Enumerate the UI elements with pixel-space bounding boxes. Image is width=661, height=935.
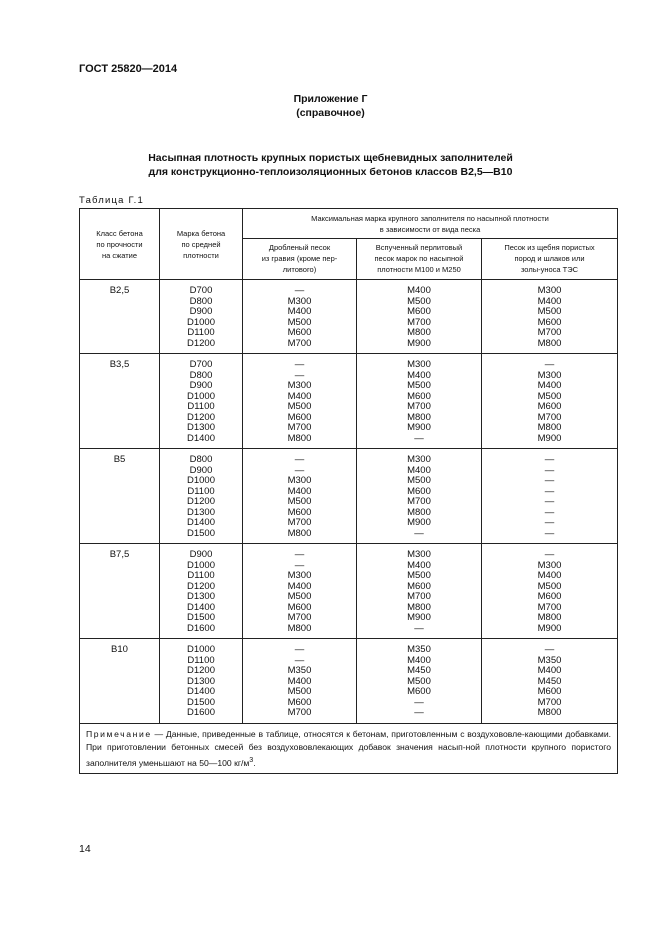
porous-sand-value: М800 — [537, 707, 562, 718]
perlite-sand-value: М400 — [407, 559, 431, 571]
porous-sand-value: — — [544, 359, 555, 370]
appendix-title: Приложение Г — [293, 93, 368, 105]
porous-sand-cell — [482, 280, 618, 354]
header-grade-line: плотности — [183, 250, 219, 260]
perlite-sand-value: М500 — [407, 295, 431, 307]
porous-sand-value: М500 — [537, 306, 562, 317]
perlite-sand-cell — [357, 449, 482, 544]
concrete-class-cell: В5 — [80, 449, 160, 544]
porous-sand-value: М400 — [537, 665, 562, 676]
grade-value: D1600 — [187, 622, 215, 634]
grade-value: D1100 — [187, 327, 215, 338]
porous-sand-value: — — [544, 464, 555, 476]
grade-value: D1100 — [187, 485, 215, 497]
table-note — [80, 723, 618, 774]
perlite-sand-value: М800 — [407, 327, 431, 338]
perlite-sand-value: М400 — [407, 464, 431, 476]
grade-value: D1300 — [187, 506, 215, 518]
note-text: — Данные, приведенные в таблице, относятся к бетонам, приготовленным с воздухововле-кающими добавками. При приготовлении бетонных смесей без воздухововлекающих добавок значения насып-ной плотности крупного пористого заполнителя уменьшают на 50—100 кг/м — [86, 728, 612, 768]
porous-sand-value: М800 — [537, 612, 562, 623]
document-code: ГОСТ 25820—2014 — [79, 63, 178, 75]
grade-value: D1100 — [187, 570, 215, 581]
perlite-sand-value: — — [414, 707, 424, 718]
porous-sand-value: М300 — [537, 559, 562, 571]
grade-value: D700 — [189, 285, 213, 296]
grade-value: D1000 — [187, 475, 215, 486]
crushed-sand-value: М300 — [287, 380, 312, 391]
porous-sand-value: М600 — [537, 686, 562, 697]
grade-value: D700 — [189, 359, 213, 370]
porous-sand-value: — — [544, 527, 555, 539]
section-title-line-2: для конструкционно-теплоизоляционных бетонов классов В2,5—В10 — [148, 166, 513, 178]
porous-sand-value: М400 — [537, 570, 562, 581]
note-row — [80, 723, 618, 774]
header-sand1-line: литового) — [282, 265, 317, 274]
crushed-sand-value: М600 — [287, 327, 312, 338]
porous-sand-value: М700 — [537, 411, 562, 423]
crushed-sand-value: М350 — [287, 665, 312, 676]
crushed-sand-value: М500 — [287, 401, 312, 412]
header-porous-sand — [482, 239, 618, 280]
crushed-sand-cell — [243, 544, 357, 639]
crushed-sand-value: М400 — [287, 675, 312, 687]
perlite-sand-value: М600 — [407, 580, 431, 592]
crushed-sand-value: М600 — [287, 601, 312, 613]
porous-sand-cell — [482, 639, 618, 724]
porous-sand-value: — — [544, 644, 555, 655]
crushed-sand-value: М700 — [287, 517, 312, 528]
porous-sand-value: М600 — [537, 401, 562, 412]
section-title — [0, 151, 661, 179]
porous-sand-value: — — [544, 506, 555, 518]
perlite-sand-value: М800 — [407, 506, 431, 518]
perlite-sand-value: М900 — [407, 517, 431, 528]
header-max-line: Максимальная марка крупного заполнителя по насыпной плотности — [311, 214, 549, 223]
grade-value: D1200 — [187, 496, 215, 507]
grade-value: D1600 — [187, 707, 215, 718]
perlite-sand-value: М400 — [407, 654, 431, 666]
porous-sand-value: М900 — [537, 432, 562, 444]
crushed-sand-cell — [243, 280, 357, 354]
crushed-sand-value: М300 — [287, 475, 312, 486]
crushed-sand-value: — — [294, 654, 305, 666]
perlite-sand-value: М500 — [407, 570, 431, 581]
grade-cell — [160, 544, 243, 639]
porous-sand-value: — — [544, 517, 555, 528]
crushed-sand-value: М700 — [287, 707, 312, 718]
appendix-note: (справочное) — [296, 107, 365, 119]
grade-value: D800 — [189, 454, 213, 465]
porous-sand-value: — — [544, 475, 555, 486]
crushed-sand-value: — — [294, 369, 305, 381]
porous-sand-value: М400 — [537, 295, 562, 307]
perlite-sand-value: М800 — [407, 601, 431, 613]
perlite-sand-value: — — [414, 432, 424, 444]
grade-value: D1200 — [187, 665, 215, 676]
porous-sand-value: М300 — [537, 369, 562, 381]
grade-value: D1100 — [187, 654, 215, 666]
grade-value: D1200 — [187, 580, 215, 592]
porous-sand-value: — — [544, 496, 555, 507]
crushed-sand-value: М400 — [287, 485, 312, 497]
header-max-grade — [243, 209, 618, 239]
section-title-line-1: Насыпная плотность крупных пористых щебневидных заполнителей — [148, 152, 513, 164]
grade-value: D800 — [189, 369, 213, 381]
perlite-sand-value: М300 — [407, 549, 431, 560]
crushed-sand-value: М400 — [287, 306, 312, 317]
density-table-body — [80, 209, 618, 774]
crushed-sand-value: М600 — [287, 506, 312, 518]
grade-value: D1300 — [187, 675, 215, 687]
header-sand1-line: Дробленый песок — [268, 243, 331, 252]
perlite-sand-value: М300 — [407, 359, 431, 370]
porous-sand-value: — — [544, 454, 555, 465]
perlite-sand-value: М900 — [407, 337, 431, 349]
perlite-sand-value: М500 — [407, 380, 431, 391]
perlite-sand-cell — [357, 354, 482, 449]
note-superscript: 3 — [249, 755, 254, 764]
perlite-sand-cell — [357, 280, 482, 354]
porous-sand-value: М600 — [537, 316, 562, 328]
perlite-sand-value: М700 — [407, 316, 431, 328]
crushed-sand-value: М500 — [287, 591, 312, 602]
porous-sand-value: М800 — [537, 337, 562, 349]
header-sand3-line: пород и шлаков или — [514, 254, 585, 263]
crushed-sand-value: М500 — [287, 686, 312, 697]
porous-sand-value: М500 — [537, 580, 562, 592]
table-row — [80, 544, 618, 639]
header-class — [80, 209, 160, 280]
header-perlite-sand — [357, 239, 482, 280]
porous-sand-value: М500 — [537, 390, 562, 402]
grade-cell — [160, 449, 243, 544]
crushed-sand-cell — [243, 449, 357, 544]
porous-sand-value: М300 — [537, 285, 562, 296]
perlite-sand-value: — — [414, 527, 424, 539]
crushed-sand-value: — — [294, 454, 305, 465]
header-row-1 — [80, 209, 618, 239]
header-sand2-line: песок марок по насыпной — [374, 254, 464, 263]
perlite-sand-value: М900 — [407, 612, 431, 623]
perlite-sand-value: М400 — [407, 285, 431, 296]
crushed-sand-cell — [243, 354, 357, 449]
header-class-line: на сжатие — [101, 250, 138, 260]
perlite-sand-cell — [357, 639, 482, 724]
grade-value: D1400 — [187, 517, 215, 528]
grade-value: D900 — [189, 380, 213, 391]
header-sand3-line: золы-уноса ТЭС — [520, 265, 579, 274]
porous-sand-cell — [482, 544, 618, 639]
perlite-sand-value: М300 — [407, 454, 431, 465]
grade-value: D1400 — [187, 686, 215, 697]
crushed-sand-value: М700 — [287, 337, 312, 349]
perlite-sand-value: М700 — [407, 401, 431, 412]
grade-value: D1300 — [187, 591, 215, 602]
header-grade-line: по средней — [181, 239, 221, 249]
table-row — [80, 280, 618, 354]
crushed-sand-value: М300 — [287, 570, 312, 581]
note-lead: Примечание — [86, 728, 152, 739]
header-grade-line: Марка бетона — [176, 228, 226, 238]
grade-value: D900 — [189, 306, 213, 317]
grade-value: D1300 — [187, 422, 215, 433]
perlite-sand-value: М500 — [407, 675, 431, 687]
perlite-sand-value: — — [414, 622, 424, 634]
crushed-sand-value: — — [294, 285, 305, 296]
porous-sand-cell — [482, 354, 618, 449]
perlite-sand-value: М700 — [407, 591, 431, 602]
grade-value: D800 — [189, 295, 213, 307]
porous-sand-cell — [482, 449, 618, 544]
crushed-sand-value: М800 — [287, 622, 312, 634]
table-label: Таблица Г.1 — [79, 195, 144, 206]
grade-value: D900 — [189, 549, 213, 560]
perlite-sand-value: М700 — [407, 496, 431, 507]
crushed-sand-value: — — [294, 644, 305, 655]
porous-sand-value: М450 — [537, 675, 562, 687]
perlite-sand-value: М500 — [407, 475, 431, 486]
table-row — [80, 639, 618, 724]
crushed-sand-value: М600 — [287, 696, 312, 708]
crushed-sand-cell — [243, 639, 357, 724]
grade-cell — [160, 354, 243, 449]
grade-value: D1500 — [187, 612, 215, 623]
perlite-sand-value: М600 — [407, 390, 431, 402]
grade-value: D1100 — [187, 401, 215, 412]
perlite-sand-value: М350 — [407, 644, 431, 655]
crushed-sand-value: М500 — [287, 496, 312, 507]
grade-value: D1200 — [187, 411, 215, 423]
header-sand3-line: Песок из щебня пористых — [504, 243, 595, 252]
crushed-sand-value: М700 — [287, 612, 312, 623]
perlite-sand-cell — [357, 544, 482, 639]
header-class-line: Класс бетона — [96, 228, 143, 238]
table-row — [80, 449, 618, 544]
porous-sand-value: М700 — [537, 696, 562, 708]
grade-value: D1000 — [187, 559, 215, 571]
concrete-class-cell: В3,5 — [80, 354, 160, 449]
grade-value: D1000 — [187, 390, 215, 402]
note-end: . — [253, 757, 256, 768]
crushed-sand-value: — — [294, 549, 305, 560]
perlite-sand-value: М600 — [407, 686, 431, 697]
grade-value: D900 — [189, 464, 213, 476]
crushed-sand-value: — — [294, 464, 305, 476]
header-sand2-line: плотности М100 и М250 — [377, 265, 461, 274]
concrete-class-cell: В10 — [80, 639, 160, 724]
grade-value: D1400 — [187, 432, 215, 444]
grade-cell — [160, 280, 243, 354]
header-max-line: в зависимости от вида песка — [379, 225, 481, 234]
grade-value: D1500 — [187, 527, 215, 539]
crushed-sand-value: М500 — [287, 316, 312, 328]
crushed-sand-value: М400 — [287, 580, 312, 592]
grade-value: D1400 — [187, 601, 215, 613]
header-sand2-line: Вспученный перлитовый — [375, 243, 463, 252]
perlite-sand-value: М800 — [407, 411, 431, 423]
header-sand1-line: из гравия (кроме пер- — [261, 254, 338, 263]
porous-sand-value: — — [544, 485, 555, 497]
perlite-sand-value: — — [414, 696, 424, 708]
porous-sand-value: М800 — [537, 422, 562, 433]
crushed-sand-value: М800 — [287, 432, 312, 444]
crushed-sand-value: М700 — [287, 422, 312, 433]
appendix-heading — [0, 92, 661, 120]
header-class-line: по прочности — [96, 239, 143, 249]
crushed-sand-value: — — [294, 559, 305, 571]
crushed-sand-value: М400 — [287, 390, 312, 402]
perlite-sand-value: М600 — [407, 306, 431, 317]
grade-value: D1200 — [187, 337, 215, 349]
concrete-class-cell: В7,5 — [80, 544, 160, 639]
header-crushed-sand — [243, 239, 357, 280]
porous-sand-value: М350 — [537, 654, 562, 666]
porous-sand-value: М700 — [537, 601, 562, 613]
header-grade — [160, 209, 243, 280]
concrete-class-cell: В2,5 — [80, 280, 160, 354]
perlite-sand-value: М450 — [407, 665, 431, 676]
porous-sand-value: М600 — [537, 591, 562, 602]
porous-sand-value: М400 — [537, 380, 562, 391]
page-number: 14 — [79, 843, 91, 855]
grade-value: D1000 — [187, 316, 215, 328]
crushed-sand-value: — — [294, 359, 305, 370]
perlite-sand-value: М400 — [407, 369, 431, 381]
grade-value: D1500 — [187, 696, 215, 708]
perlite-sand-value: М900 — [407, 422, 431, 433]
perlite-sand-value: М600 — [407, 485, 431, 497]
density-table — [79, 208, 618, 774]
crushed-sand-value: М600 — [287, 411, 312, 423]
porous-sand-value: М900 — [537, 622, 562, 634]
crushed-sand-value: М300 — [287, 295, 312, 307]
grade-cell — [160, 639, 243, 724]
table-row — [80, 354, 618, 449]
grade-value: D1000 — [187, 644, 215, 655]
porous-sand-value: М700 — [537, 327, 562, 338]
porous-sand-value: — — [544, 549, 555, 560]
crushed-sand-value: М800 — [287, 527, 312, 539]
